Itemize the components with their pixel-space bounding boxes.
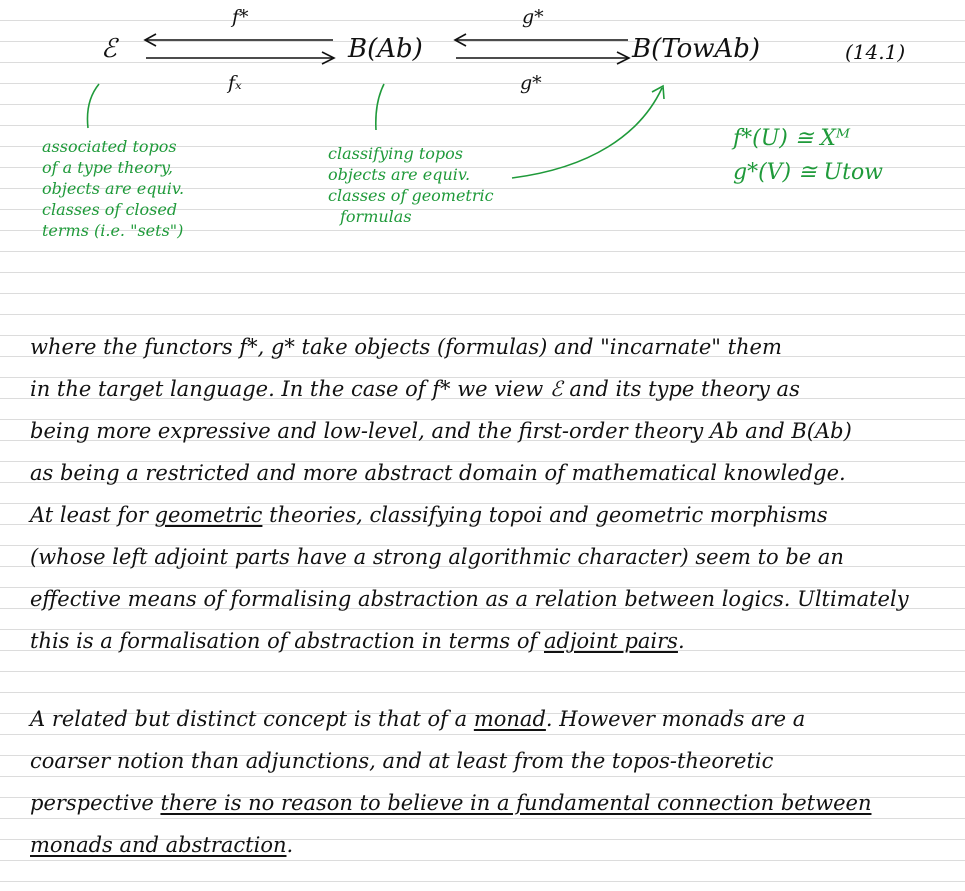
para1-line-7: effective means of formalising abstraction as a relation between logics. Ultimately (30, 587, 909, 611)
node-BTowAb: B(TowAb) (632, 34, 761, 64)
para1-line-5 (30, 502, 828, 528)
note-classifying-topos (328, 143, 494, 227)
note-associated-topos (42, 136, 184, 241)
para1-line-2: in the target language. In the case of f* we view ℰ and its type theory as (30, 377, 800, 401)
iso-g: g*(V) ≅ Utow (733, 160, 884, 185)
note-left-line: associated topos (42, 137, 177, 156)
para1-line-5-b: theories, classifying topoi and geometric morphisms (262, 503, 828, 527)
node-BAb: B(Ab) (348, 34, 423, 64)
para2-line-3 (30, 790, 871, 816)
label-g-lower: g* (520, 72, 542, 94)
note-left-line: terms (i.e. "sets") (42, 221, 184, 240)
para1-line-1: where the functors f*, g* take objects (formulas) and "incarnate" them (30, 335, 782, 359)
pointer-to-BTowAb (512, 88, 662, 178)
node-E: ℰ (101, 34, 117, 64)
para1-line-8-b: . (677, 629, 685, 653)
para1-line-8 (30, 628, 685, 654)
pointer-to-E (87, 84, 99, 128)
term-geometric: geometric (154, 503, 263, 527)
label-g-upper: g* (522, 6, 544, 28)
underlined-claim: there is no reason to believe in a fundamental connection between (160, 791, 872, 815)
para1-line-8-a: this is a formalisation of abstraction in terms of (30, 629, 544, 653)
para2-line-4 (30, 832, 293, 858)
equation-number: (14.1) (845, 40, 906, 64)
note-left-line: of a type theory, (42, 158, 174, 177)
para2-line-3-a: perspective (30, 791, 161, 815)
para1-line-6: (whose left adjoint parts have a strong algorithmic character) seem to be an (30, 545, 844, 569)
label-f-lower: fₓ (228, 72, 242, 94)
note-mid-line: objects are equiv. (328, 165, 471, 184)
note-left-line: objects are equiv. (42, 179, 185, 198)
para2-line-1-b: . However monads are a (545, 707, 806, 731)
pointer-to-BAb (376, 84, 384, 130)
note-mid-line: classifying topos (328, 144, 464, 163)
para2-line-4-b: . (286, 833, 294, 857)
note-isomorphisms (733, 122, 883, 190)
para1-line-3: being more expressive and low-level, and the first-order theory Ab and B(Ab) (30, 419, 852, 443)
note-mid-line: classes of geometric (328, 186, 494, 205)
note-left-line: classes of closed (42, 200, 178, 219)
term-adjoint-pairs: adjoint pairs (543, 629, 678, 653)
term-monad: monad (473, 707, 546, 731)
iso-f: f*(U) ≅ Xᴹ (733, 126, 851, 151)
para2-line-1-a: A related but distinct concept is that of a (30, 707, 474, 731)
para2-line-1 (30, 706, 805, 732)
para2-line-2: coarser notion than adjunctions, and at least from the topos-theoretic (30, 749, 774, 773)
underlined-claim-end: monads and abstraction (30, 833, 287, 857)
para1-line-4: as being a restricted and more abstract domain of mathematical knowledge. (30, 461, 846, 485)
label-f-upper: f* (232, 6, 249, 28)
para1-line-5-a: At least for (30, 503, 155, 527)
note-mid-line: formulas (340, 207, 412, 226)
